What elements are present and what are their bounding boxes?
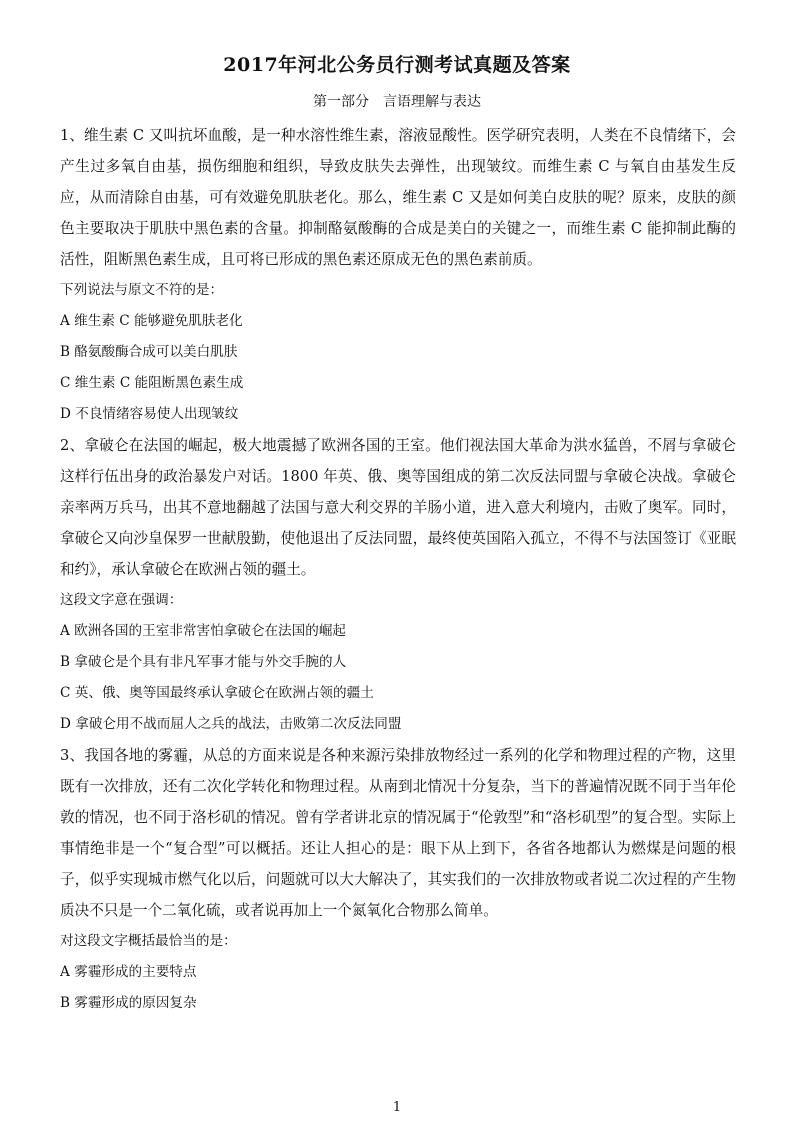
option-b: B 酪氨酸酶合成可以美白肌肤 <box>60 344 238 360</box>
question-stem: 1、维生素 C 又叫抗坏血酸，是一种水溶性维生素，溶液显酸性。医学研究表明，人类在不良情绪下，会产生过多氧自由基，损伤细胞和组织，导致皮肤失去弹性，出现皱纹。而维生素 C 与氧自由基发生反应，从而清除自由基，可有效避免肌肤老化。那么，维生素 C 又是如何美白皮肤的呢？原来，皮肤的颜色主要取决于肌肤中黑色素的含量。抑制酪氨酸酶的合成是美白的关键之一，而维生素 C 能抑制此酶的活性，阻断黑色素生成，且可将已形成的黑色素还原成无色的黑色素前质。 <box>60 127 736 268</box>
page-number: 1 <box>392 1100 402 1115</box>
question-1 <box>60 120 736 430</box>
option-d: D 不良情绪容易使人出现皱纹 <box>60 406 239 422</box>
option-d: D 拿破仑用不战而屈人之兵的战法，击败第二次反法同盟 <box>60 716 402 732</box>
option-a: A 欧洲各国的王室非常害怕拿破仑在法国的崛起 <box>60 623 347 639</box>
option-c: C 英、俄、奥等国最终承认拿破仑在欧洲占领的疆土 <box>60 685 374 701</box>
option-c: C 维生素 C 能阻断黑色素生成 <box>60 375 244 391</box>
question-prompt: 这段文字意在强调： <box>60 592 183 608</box>
question-3 <box>60 740 736 1019</box>
question-prompt: 对这段文字概括最恰当的是： <box>60 933 237 949</box>
section-heading: 第一部分 言语理解与表达 <box>313 94 481 110</box>
question-2 <box>60 430 736 740</box>
option-a: A 雾霾形成的主要特点 <box>60 964 197 980</box>
question-stem: 2、拿破仑在法国的崛起，极大地震撼了欧洲各国的王室。他们视法国大革命为洪水猛兽，不屑与拿破仑这样行伍出身的政治暴发户对话。1800 年英、俄、奥等国组成的第二次反法同盟与拿破仑决战。拿破仑亲率两万兵马，出其不意地翻越了法国与意大利交界的羊肠小道，进入意大利境内，击败了奥军。同时，拿破仑又向沙皇保罗一世献殷勤，使他退出了反法同盟，最终使英国陷入孤立，不得不与法国签订《亚眠和约》，承认拿破仑在欧洲占领的疆土。 <box>60 437 736 578</box>
question-stem: 3、我国各地的雾霾，从总的方面来说是各种来源污染排放物经过一系列的化学和物理过程的产物，这里既有一次排放，还有二次化学转化和物理过程。从南到北情况十分复杂，当下的普遍情况既不同于当年伦敦的情况，也不同于洛杉矶的情况。曾有学者讲北京的情况属于“伦敦型”和“洛杉矶型”的复合型。实际上事情绝非是一个“复合型”可以概括。还让人担心的是：眼下从上到下，各省各地都认为燃煤是问题的根子，似乎实现城市燃气化以后，问题就可以大大解决了，其实我们的一次排放物或者说二次过程的产生物质决不只是一个二氧化硫，或者说再加上一个氮氧化合物那么简单。 <box>60 747 736 919</box>
option-a: A 维生素 C 能够避免肌肤老化 <box>60 313 243 329</box>
option-b: B 拿破仑是个具有非凡军事才能与外交手腕的人 <box>60 654 347 670</box>
question-prompt: 下列说法与原文不符的是： <box>60 282 224 298</box>
option-b: B 雾霾形成的原因复杂 <box>60 995 197 1011</box>
question-list <box>60 120 736 1019</box>
document-title: 2017年河北公务员行测考试真题及答案 <box>223 54 571 76</box>
